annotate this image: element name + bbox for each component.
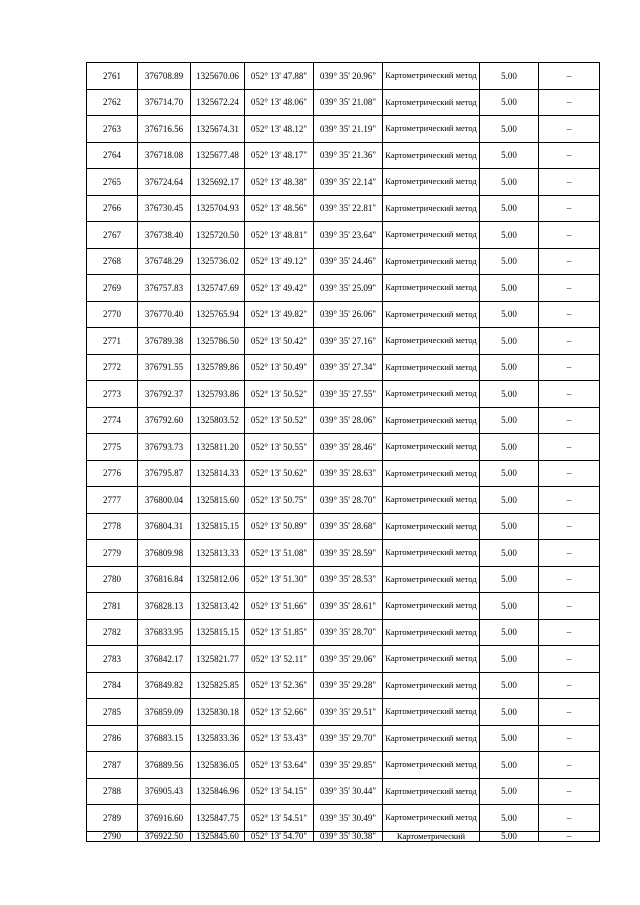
- latitude-cell: 052° 13' 54.70": [245, 831, 314, 841]
- table-row: [87, 222, 600, 249]
- latitude-cell: 052° 13' 51.30": [245, 566, 314, 593]
- note-cell: –: [539, 89, 600, 116]
- table-row: [87, 116, 600, 143]
- longitude-cell: 039° 35' 21.19": [314, 116, 383, 143]
- y-coordinate-cell: 1325692.17: [191, 169, 245, 196]
- latitude-cell: 052° 13' 52.36": [245, 672, 314, 699]
- x-coordinate-cell: 376883.15: [138, 725, 191, 752]
- y-coordinate-cell: 1325833.36: [191, 725, 245, 752]
- x-coordinate-cell: 376789.38: [138, 328, 191, 355]
- x-coordinate-cell: 376757.83: [138, 275, 191, 302]
- method-cell: Картометрический метод: [383, 248, 480, 275]
- y-coordinate-cell: 1325812.06: [191, 566, 245, 593]
- table-row: [87, 63, 600, 90]
- note-cell: –: [539, 752, 600, 779]
- method-cell: Картометрический метод: [383, 301, 480, 328]
- table-row: [87, 407, 600, 434]
- longitude-cell: 039° 35' 21.08": [314, 89, 383, 116]
- method-cell: Картометрический метод: [383, 513, 480, 540]
- accuracy-cell: 5.00: [480, 407, 539, 434]
- longitude-cell: 039° 35' 26.06": [314, 301, 383, 328]
- note-cell: –: [539, 725, 600, 752]
- table-row: [87, 805, 600, 832]
- note-cell: –: [539, 513, 600, 540]
- point-number-cell: 2785: [87, 699, 138, 726]
- latitude-cell: 052° 13' 53.43": [245, 725, 314, 752]
- latitude-cell: 052° 13' 49.82": [245, 301, 314, 328]
- method-cell: Картометрический метод: [383, 407, 480, 434]
- point-number-cell: 2771: [87, 328, 138, 355]
- point-number-cell: 2774: [87, 407, 138, 434]
- table-row: [87, 831, 600, 841]
- note-cell: –: [539, 593, 600, 620]
- latitude-cell: 052° 13' 50.52": [245, 407, 314, 434]
- x-coordinate-cell: 376738.40: [138, 222, 191, 249]
- point-number-cell: 2772: [87, 354, 138, 381]
- table-body: [87, 63, 600, 842]
- longitude-cell: 039° 35' 28.70": [314, 619, 383, 646]
- point-number-cell: 2782: [87, 619, 138, 646]
- x-coordinate-cell: 376800.04: [138, 487, 191, 514]
- longitude-cell: 039° 35' 28.53": [314, 566, 383, 593]
- y-coordinate-cell: 1325720.50: [191, 222, 245, 249]
- x-coordinate-cell: 376748.29: [138, 248, 191, 275]
- note-cell: –: [539, 566, 600, 593]
- latitude-cell: 052° 13' 48.38": [245, 169, 314, 196]
- longitude-cell: 039° 35' 29.70": [314, 725, 383, 752]
- x-coordinate-cell: 376842.17: [138, 646, 191, 673]
- table-row: [87, 778, 600, 805]
- latitude-cell: 052° 13' 48.81": [245, 222, 314, 249]
- method-cell: Картометрический метод: [383, 699, 480, 726]
- accuracy-cell: 5.00: [480, 301, 539, 328]
- longitude-cell: 039° 35' 30.49": [314, 805, 383, 832]
- point-number-cell: 2789: [87, 805, 138, 832]
- method-cell: Картометрический метод: [383, 434, 480, 461]
- accuracy-cell: 5.00: [480, 593, 539, 620]
- accuracy-cell: 5.00: [480, 566, 539, 593]
- latitude-cell: 052° 13' 50.55": [245, 434, 314, 461]
- y-coordinate-cell: 1325672.24: [191, 89, 245, 116]
- point-number-cell: 2778: [87, 513, 138, 540]
- table-row: [87, 169, 600, 196]
- y-coordinate-cell: 1325765.94: [191, 301, 245, 328]
- x-coordinate-cell: 376809.98: [138, 540, 191, 567]
- table-row: [87, 566, 600, 593]
- note-cell: –: [539, 142, 600, 169]
- note-cell: –: [539, 275, 600, 302]
- accuracy-cell: 5.00: [480, 195, 539, 222]
- method-cell: Картометрический метод: [383, 328, 480, 355]
- point-number-cell: 2769: [87, 275, 138, 302]
- x-coordinate-cell: 376849.82: [138, 672, 191, 699]
- table-row: [87, 354, 600, 381]
- note-cell: –: [539, 328, 600, 355]
- y-coordinate-cell: 1325814.33: [191, 460, 245, 487]
- accuracy-cell: 5.00: [480, 725, 539, 752]
- latitude-cell: 052° 13' 54.15": [245, 778, 314, 805]
- point-number-cell: 2775: [87, 434, 138, 461]
- latitude-cell: 052° 13' 48.12": [245, 116, 314, 143]
- y-coordinate-cell: 1325704.93: [191, 195, 245, 222]
- x-coordinate-cell: 376833.95: [138, 619, 191, 646]
- longitude-cell: 039° 35' 30.44": [314, 778, 383, 805]
- point-number-cell: 2767: [87, 222, 138, 249]
- method-cell: Картометрический метод: [383, 142, 480, 169]
- table-row: [87, 646, 600, 673]
- point-number-cell: 2777: [87, 487, 138, 514]
- table-row: [87, 619, 600, 646]
- x-coordinate-cell: 376905.43: [138, 778, 191, 805]
- method-cell: Картометрический метод: [383, 63, 480, 90]
- method-cell: Картометрический метод: [383, 487, 480, 514]
- accuracy-cell: 5.00: [480, 805, 539, 832]
- latitude-cell: 052° 13' 48.56": [245, 195, 314, 222]
- table-row: [87, 434, 600, 461]
- note-cell: –: [539, 195, 600, 222]
- table-row: [87, 275, 600, 302]
- method-cell: Картометрический метод: [383, 116, 480, 143]
- latitude-cell: 052° 13' 48.17": [245, 142, 314, 169]
- y-coordinate-cell: 1325846.96: [191, 778, 245, 805]
- note-cell: –: [539, 699, 600, 726]
- point-number-cell: 2784: [87, 672, 138, 699]
- method-cell: Картометрический метод: [383, 672, 480, 699]
- x-coordinate-cell: 376859.09: [138, 699, 191, 726]
- y-coordinate-cell: 1325815.60: [191, 487, 245, 514]
- longitude-cell: 039° 35' 28.46": [314, 434, 383, 461]
- x-coordinate-cell: 376718.08: [138, 142, 191, 169]
- point-number-cell: 2770: [87, 301, 138, 328]
- table-row: [87, 248, 600, 275]
- point-number-cell: 2783: [87, 646, 138, 673]
- latitude-cell: 052° 13' 51.08": [245, 540, 314, 567]
- y-coordinate-cell: 1325845.60: [191, 831, 245, 841]
- latitude-cell: 052° 13' 50.49": [245, 354, 314, 381]
- x-coordinate-cell: 376791.55: [138, 354, 191, 381]
- point-number-cell: 2776: [87, 460, 138, 487]
- accuracy-cell: 5.00: [480, 778, 539, 805]
- accuracy-cell: 5.00: [480, 619, 539, 646]
- note-cell: –: [539, 63, 600, 90]
- point-number-cell: 2787: [87, 752, 138, 779]
- y-coordinate-cell: 1325830.18: [191, 699, 245, 726]
- accuracy-cell: 5.00: [480, 513, 539, 540]
- x-coordinate-cell: 376730.45: [138, 195, 191, 222]
- y-coordinate-cell: 1325793.86: [191, 381, 245, 408]
- y-coordinate-cell: 1325815.15: [191, 513, 245, 540]
- method-cell: Картометрический метод: [383, 275, 480, 302]
- method-cell: Картометрический метод: [383, 354, 480, 381]
- y-coordinate-cell: 1325674.31: [191, 116, 245, 143]
- longitude-cell: 039° 35' 27.55": [314, 381, 383, 408]
- latitude-cell: 052° 13' 50.62": [245, 460, 314, 487]
- note-cell: –: [539, 248, 600, 275]
- accuracy-cell: 5.00: [480, 116, 539, 143]
- table-row: [87, 752, 600, 779]
- longitude-cell: 039° 35' 24.46": [314, 248, 383, 275]
- method-cell: Картометрический метод: [383, 169, 480, 196]
- accuracy-cell: 5.00: [480, 672, 539, 699]
- longitude-cell: 039° 35' 22.14": [314, 169, 383, 196]
- y-coordinate-cell: 1325813.42: [191, 593, 245, 620]
- x-coordinate-cell: 376804.31: [138, 513, 191, 540]
- longitude-cell: 039° 35' 25.09": [314, 275, 383, 302]
- accuracy-cell: 5.00: [480, 222, 539, 249]
- y-coordinate-cell: 1325786.50: [191, 328, 245, 355]
- point-number-cell: 2766: [87, 195, 138, 222]
- note-cell: –: [539, 407, 600, 434]
- longitude-cell: 039° 35' 28.06": [314, 407, 383, 434]
- table-row: [87, 89, 600, 116]
- y-coordinate-cell: 1325836.05: [191, 752, 245, 779]
- point-number-cell: 2786: [87, 725, 138, 752]
- point-number-cell: 2781: [87, 593, 138, 620]
- table-row: [87, 699, 600, 726]
- note-cell: –: [539, 116, 600, 143]
- table-row: [87, 142, 600, 169]
- accuracy-cell: 5.00: [480, 381, 539, 408]
- y-coordinate-cell: 1325789.86: [191, 354, 245, 381]
- accuracy-cell: 5.00: [480, 63, 539, 90]
- method-cell: Картометрический метод: [383, 619, 480, 646]
- point-number-cell: 2768: [87, 248, 138, 275]
- note-cell: –: [539, 619, 600, 646]
- latitude-cell: 052° 13' 52.11": [245, 646, 314, 673]
- note-cell: –: [539, 778, 600, 805]
- note-cell: –: [539, 169, 600, 196]
- x-coordinate-cell: 376770.40: [138, 301, 191, 328]
- note-cell: –: [539, 805, 600, 832]
- latitude-cell: 052° 13' 48.06": [245, 89, 314, 116]
- point-number-cell: 2773: [87, 381, 138, 408]
- longitude-cell: 039° 35' 29.28": [314, 672, 383, 699]
- longitude-cell: 039° 35' 29.06": [314, 646, 383, 673]
- longitude-cell: 039° 35' 28.59": [314, 540, 383, 567]
- accuracy-cell: 5.00: [480, 354, 539, 381]
- x-coordinate-cell: 376708.89: [138, 63, 191, 90]
- point-number-cell: 2780: [87, 566, 138, 593]
- method-cell: Картометрический метод: [383, 778, 480, 805]
- latitude-cell: 052° 13' 50.89": [245, 513, 314, 540]
- longitude-cell: 039° 35' 29.85": [314, 752, 383, 779]
- longitude-cell: 039° 35' 22.81": [314, 195, 383, 222]
- x-coordinate-cell: 376792.60: [138, 407, 191, 434]
- method-cell: Картометрический метод: [383, 460, 480, 487]
- coordinates-table: [86, 62, 600, 842]
- latitude-cell: 052° 13' 53.64": [245, 752, 314, 779]
- point-number-cell: 2763: [87, 116, 138, 143]
- point-number-cell: 2764: [87, 142, 138, 169]
- latitude-cell: 052° 13' 50.75": [245, 487, 314, 514]
- note-cell: –: [539, 301, 600, 328]
- latitude-cell: 052° 13' 51.66": [245, 593, 314, 620]
- point-number-cell: 2779: [87, 540, 138, 567]
- method-cell: Картометрический метод: [383, 805, 480, 832]
- table-row: [87, 513, 600, 540]
- method-cell: Картометрический метод: [383, 593, 480, 620]
- accuracy-cell: 5.00: [480, 460, 539, 487]
- y-coordinate-cell: 1325736.02: [191, 248, 245, 275]
- accuracy-cell: 5.00: [480, 275, 539, 302]
- latitude-cell: 052° 13' 49.12": [245, 248, 314, 275]
- point-number-cell: 2790: [87, 831, 138, 841]
- method-cell: Картометрический метод: [383, 540, 480, 567]
- longitude-cell: 039° 35' 28.70": [314, 487, 383, 514]
- y-coordinate-cell: 1325803.52: [191, 407, 245, 434]
- longitude-cell: 039° 35' 27.16": [314, 328, 383, 355]
- note-cell: –: [539, 354, 600, 381]
- method-cell: Картометрический метод: [383, 725, 480, 752]
- table-row: [87, 540, 600, 567]
- note-cell: –: [539, 487, 600, 514]
- y-coordinate-cell: 1325821.77: [191, 646, 245, 673]
- latitude-cell: 052° 13' 47.88": [245, 63, 314, 90]
- x-coordinate-cell: 376795.87: [138, 460, 191, 487]
- table-row: [87, 301, 600, 328]
- x-coordinate-cell: 376828.13: [138, 593, 191, 620]
- accuracy-cell: 5.00: [480, 487, 539, 514]
- latitude-cell: 052° 13' 50.42": [245, 328, 314, 355]
- note-cell: –: [539, 540, 600, 567]
- method-cell: Картометрический метод: [383, 566, 480, 593]
- note-cell: –: [539, 460, 600, 487]
- x-coordinate-cell: 376889.56: [138, 752, 191, 779]
- x-coordinate-cell: 376724.64: [138, 169, 191, 196]
- latitude-cell: 052° 13' 54.51": [245, 805, 314, 832]
- y-coordinate-cell: 1325815.15: [191, 619, 245, 646]
- latitude-cell: 052° 13' 52.66": [245, 699, 314, 726]
- table-row: [87, 460, 600, 487]
- table-row: [87, 487, 600, 514]
- accuracy-cell: 5.00: [480, 89, 539, 116]
- y-coordinate-cell: 1325825.85: [191, 672, 245, 699]
- note-cell: –: [539, 222, 600, 249]
- longitude-cell: 039° 35' 20.96": [314, 63, 383, 90]
- longitude-cell: 039° 35' 28.68": [314, 513, 383, 540]
- method-cell: Картометрический метод: [383, 195, 480, 222]
- y-coordinate-cell: 1325811.20: [191, 434, 245, 461]
- method-cell: Картометрический метод: [383, 89, 480, 116]
- table-row: [87, 593, 600, 620]
- y-coordinate-cell: 1325847.75: [191, 805, 245, 832]
- point-number-cell: 2761: [87, 63, 138, 90]
- x-coordinate-cell: 376916.60: [138, 805, 191, 832]
- y-coordinate-cell: 1325813.33: [191, 540, 245, 567]
- table-row: [87, 725, 600, 752]
- table-row: [87, 381, 600, 408]
- note-cell: –: [539, 831, 600, 841]
- accuracy-cell: 5.00: [480, 248, 539, 275]
- x-coordinate-cell: 376816.84: [138, 566, 191, 593]
- x-coordinate-cell: 376716.56: [138, 116, 191, 143]
- method-cell: Картометрический метод: [383, 646, 480, 673]
- note-cell: –: [539, 434, 600, 461]
- table-row: [87, 328, 600, 355]
- method-cell: Картометрический метод: [383, 381, 480, 408]
- accuracy-cell: 5.00: [480, 699, 539, 726]
- latitude-cell: 052° 13' 50.52": [245, 381, 314, 408]
- method-cell: Картометрический метод: [383, 222, 480, 249]
- point-number-cell: 2765: [87, 169, 138, 196]
- table-row: [87, 672, 600, 699]
- latitude-cell: 052° 13' 49.42": [245, 275, 314, 302]
- method-cell: Картометрический метод: [383, 752, 480, 779]
- accuracy-cell: 5.00: [480, 646, 539, 673]
- point-number-cell: 2788: [87, 778, 138, 805]
- y-coordinate-cell: 1325670.06: [191, 63, 245, 90]
- accuracy-cell: 5.00: [480, 540, 539, 567]
- method-cell: Картометрический: [383, 831, 480, 841]
- y-coordinate-cell: 1325677.48: [191, 142, 245, 169]
- note-cell: –: [539, 381, 600, 408]
- latitude-cell: 052° 13' 51.85": [245, 619, 314, 646]
- longitude-cell: 039° 35' 28.63": [314, 460, 383, 487]
- accuracy-cell: 5.00: [480, 831, 539, 841]
- longitude-cell: 039° 35' 21.36": [314, 142, 383, 169]
- x-coordinate-cell: 376793.73: [138, 434, 191, 461]
- note-cell: –: [539, 646, 600, 673]
- longitude-cell: 039° 35' 28.61": [314, 593, 383, 620]
- y-coordinate-cell: 1325747.69: [191, 275, 245, 302]
- accuracy-cell: 5.00: [480, 328, 539, 355]
- point-number-cell: 2762: [87, 89, 138, 116]
- accuracy-cell: 5.00: [480, 142, 539, 169]
- accuracy-cell: 5.00: [480, 434, 539, 461]
- accuracy-cell: 5.00: [480, 169, 539, 196]
- longitude-cell: 039° 35' 29.51": [314, 699, 383, 726]
- x-coordinate-cell: 376714.70: [138, 89, 191, 116]
- accuracy-cell: 5.00: [480, 752, 539, 779]
- coordinates-table-page: [86, 62, 599, 842]
- longitude-cell: 039° 35' 23.64": [314, 222, 383, 249]
- x-coordinate-cell: 376922.50: [138, 831, 191, 841]
- table-row: [87, 195, 600, 222]
- longitude-cell: 039° 35' 30.38": [314, 831, 383, 841]
- note-cell: –: [539, 672, 600, 699]
- longitude-cell: 039° 35' 27.34": [314, 354, 383, 381]
- x-coordinate-cell: 376792.37: [138, 381, 191, 408]
